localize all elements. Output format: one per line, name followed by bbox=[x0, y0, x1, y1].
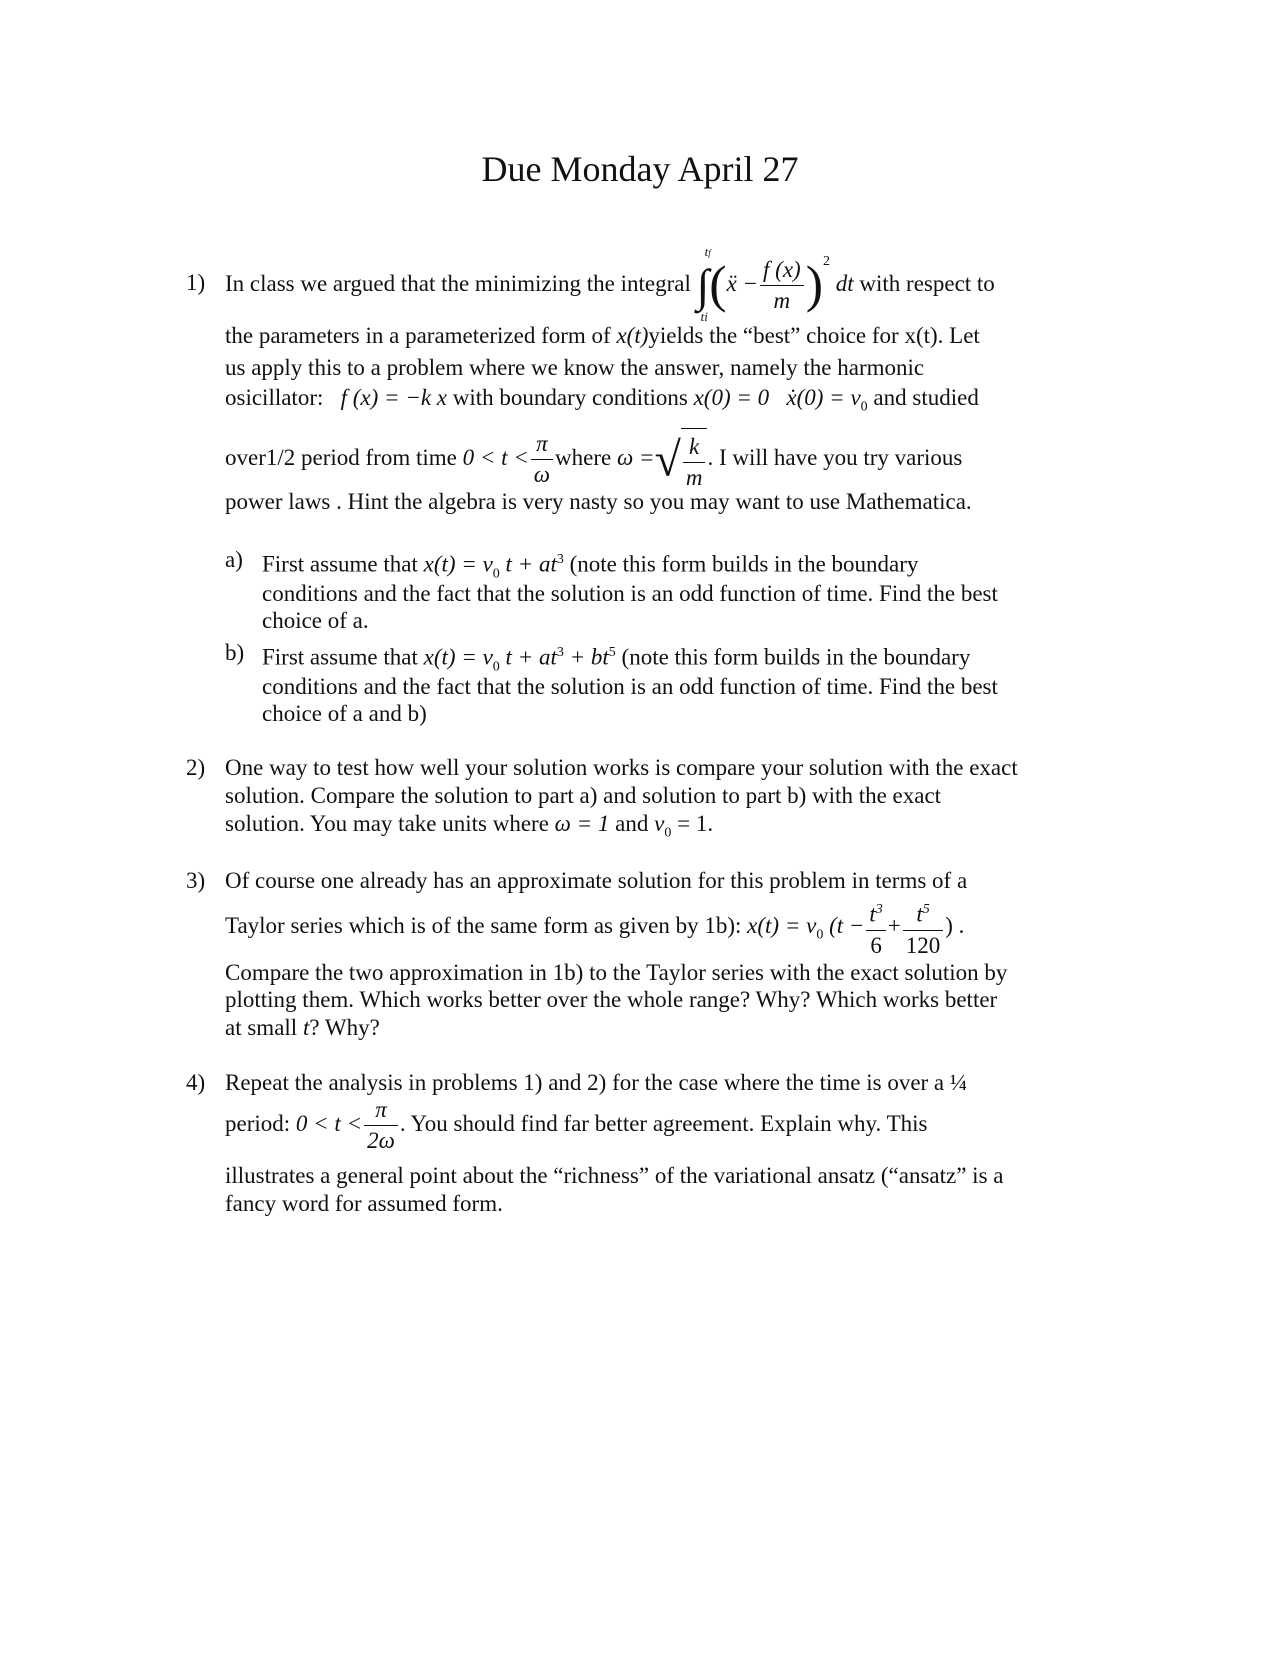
problem-1-line-2: the parameters in a parameterized form of x(t)yields the “best” choice for x(t). Let bbox=[225, 323, 980, 348]
problem-4-line-4: fancy word for assumed form. bbox=[225, 1191, 503, 1216]
page-title: Due Monday April 27 bbox=[481, 149, 799, 189]
pi-over-omega: $\frac{\pi}{\omega}$ bbox=[531, 429, 553, 490]
problem-2-number: 2) bbox=[186, 755, 206, 780]
t5-over-120: $\frac{t^5}{120}$ bbox=[903, 895, 944, 961]
problem-1-line-5: over1/2 period from time 0 < t < $\frac{\pi}{\omega}$ where ω =√ $\frac{k}{m}$ . I will have you try various bbox=[225, 426, 962, 493]
integral-lower-limit: ti bbox=[700, 308, 708, 324]
part-b-label: b) bbox=[225, 640, 245, 665]
problem-1-line-3: us apply this to a problem where we know the answer, namely the harmonic bbox=[225, 355, 925, 380]
part-a-label: a) bbox=[225, 547, 243, 572]
part-b-line-2: conditions and the fact that the solution is an odd function of time. Find the best bbox=[262, 674, 998, 699]
part-a-line-1: First assume that $x(t) = v_0$ $t + at^3$ (note this form builds in the boundary bbox=[262, 551, 919, 582]
problem-3-line-4: plotting them. Which works better over the whole range? Why? Which works better bbox=[225, 987, 998, 1012]
part-b-line-1: First assume that $x(t) = v_0$ $t + at^3 + bt^5$ (note this form builds in the boundary bbox=[262, 644, 971, 675]
part-a-line-2: conditions and the fact that the solution is an odd function of time. Find the best bbox=[262, 581, 998, 606]
part-a-line-3: choice of a. bbox=[262, 608, 369, 633]
problem-4-line-1: Repeat the analysis in problems 1) and 2) for the case where the time is over a ¼ bbox=[225, 1070, 968, 1095]
integral-term: ẍ − bbox=[726, 271, 759, 296]
problem-2-line-1: One way to test how well your solution works is compare your solution with the exact bbox=[225, 755, 1018, 780]
problem-3-number: 3) bbox=[186, 868, 206, 893]
integral-differential: dt bbox=[835, 271, 854, 296]
integral-power: 2 bbox=[823, 254, 831, 269]
problem-1-line-6: power laws . Hint the algebra is very nasty so you may want to use Mathematica. bbox=[225, 489, 972, 514]
problem-4-line-2: period: 0 < t < $\frac{\pi}{2\omega}$ . You should find far better agreement. Explain why. This bbox=[225, 1092, 927, 1156]
problem-3-line-2: Taylor series which is of the same form as given by 1b): $x(t) = v_0$ (t − $\frac{t^3}{6}$ + $\frac{t^5}{120}$ ) . bbox=[225, 894, 964, 968]
integral-upper-limit: tf bbox=[704, 243, 711, 259]
problem-1-line-1: In class we argued that the minimizing the integral ∫ tf ti (ẍ − $\frac{f (x)}{m}$ )$^2$ dt with respect to bbox=[225, 243, 995, 324]
problem-1-line-4: osicillator: f (x) = −k x with boundary conditions x(0) = 0 ẋ(0) = $v_0$ and studied bbox=[225, 385, 979, 415]
problem-3-line-5: at small t? Why? bbox=[225, 1015, 380, 1040]
sqrt-k-over-m: √ $\frac{k}{m}$ bbox=[655, 427, 708, 493]
pi-over-2omega: $\frac{\pi}{2\omega}$ bbox=[364, 1095, 398, 1156]
problem-4-line-3: illustrates a general point about the “richness” of the variational ansatz (“ansatz” is a bbox=[225, 1163, 1004, 1188]
problem-1-intro: In class we argued that the minimizing the integral bbox=[225, 271, 691, 296]
integral-fraction: $\frac{f (x)}{m}$ bbox=[760, 255, 804, 316]
problem-3-line-1: Of course one already has an approximate solution for this problem in terms of a bbox=[225, 868, 968, 893]
problem-1-after-integral: with respect to bbox=[859, 271, 995, 296]
t3-over-6: $\frac{t^3}{6}$ bbox=[866, 895, 885, 961]
problem-4-number: 4) bbox=[186, 1070, 206, 1095]
problem-3-line-3: Compare the two approximation in 1b) to the Taylor series with the exact solution by bbox=[225, 960, 1008, 985]
problem-2-line-2: solution. Compare the solution to part a) and solution to part b) with the exact bbox=[225, 783, 942, 808]
problem-2-line-3: solution. You may take units where ω = 1 and $v_0 = 1$. bbox=[225, 811, 714, 841]
integral-sign: ∫ tf ti bbox=[696, 243, 711, 324]
problem-1-number: 1) bbox=[186, 270, 206, 295]
part-b-line-3: choice of a and b) bbox=[262, 701, 427, 726]
